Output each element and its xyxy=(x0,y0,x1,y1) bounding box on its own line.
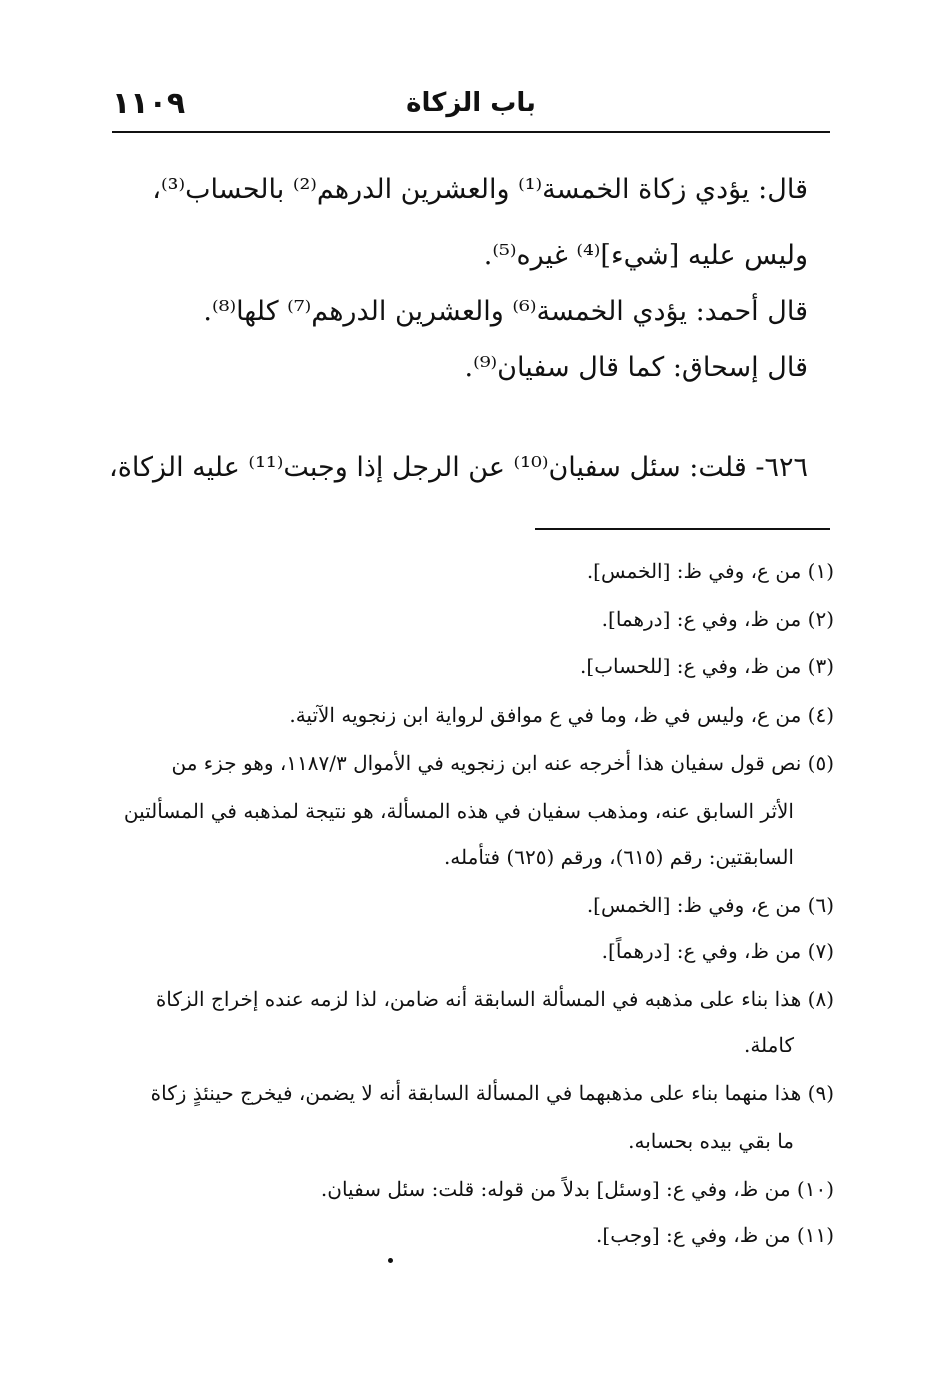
running-title: باب الزكاة xyxy=(406,88,536,118)
text-line: قال أحمد: يؤدي الخمسة⁽⁶⁾ والعشرين الدرهم⁽⁷⁾ كلها⁽⁸⁾. xyxy=(203,296,808,327)
footnote: (٥) نص قول سفيان هذا أخرجه عنه ابن زنجويه في الأموال ١١٨٧/٣، وهو جزء من xyxy=(171,751,834,775)
footnote-continuation: كاملة. xyxy=(743,1033,794,1057)
footnote-continuation: السابقتين: رقم (٦١٥)، ورقم (٦٢٥) فتأمله. xyxy=(443,845,794,869)
footnote: (٤) من ع، وليس في ظ، وما في ع موافق لرواية ابن زنجويه الآتية. xyxy=(289,703,834,727)
footnote: (٣) من ظ، وفي ع: [للحساب]. xyxy=(580,654,834,678)
footnote: (١) من ع، وفي ظ: [الخمس]. xyxy=(586,559,834,583)
page-header xyxy=(112,84,830,128)
footnote: (٢) من ظ، وفي ع: [درهما]. xyxy=(601,607,834,631)
text-line: وليس عليه [شيء]⁽⁴⁾ غيره⁽⁵⁾. xyxy=(483,240,808,271)
footnote: (١١) من ظ، وفي ع: [وجب]. xyxy=(596,1223,834,1247)
ink-dot xyxy=(388,1258,393,1263)
footnote: (٦) من ع، وفي ظ: [الخمس]. xyxy=(586,893,834,917)
footnote: (٧) من ظ، وفي ع: [درهماً]. xyxy=(601,939,834,963)
text-line: ٦٢٦- قلت: سئل سفيان⁽¹⁰⁾ عن الرجل إذا وجبت⁽¹¹⁾ عليه الزكاة، xyxy=(109,452,808,483)
text-line: قال إسحاق: كما قال سفيان⁽⁹⁾. xyxy=(464,352,808,383)
header-rule xyxy=(112,131,830,133)
text-line: قال: يؤدي زكاة الخمسة⁽¹⁾ والعشرين الدرهم⁽²⁾ بالحساب⁽³⁾، xyxy=(152,174,808,205)
page-number: ١١٠٩ xyxy=(112,86,186,121)
footnote: (٨) هذا بناء على مذهبه في المسألة السابقة أنه ضامن، لذا لزمه عنده إخراج الزكاة xyxy=(155,987,834,1011)
footnote: (١٠) من ظ، وفي ع: [وسئل] بدلاً من قوله: قلت: سئل سفيان. xyxy=(320,1177,834,1201)
footnote-separator xyxy=(535,528,830,530)
footnote-continuation: الأثر السابق عنه، ومذهب سفيان في هذه المسألة، هو نتيجة لمذهبه في المسألتين xyxy=(123,799,794,823)
footnote: (٩) هذا منهما بناء على مذهبهما في المسألة السابقة أنه لا يضمن، فيخرج حينئذٍ زكاة xyxy=(150,1081,834,1105)
footnote-continuation: ما بقي بيده بحسابه. xyxy=(628,1129,794,1153)
